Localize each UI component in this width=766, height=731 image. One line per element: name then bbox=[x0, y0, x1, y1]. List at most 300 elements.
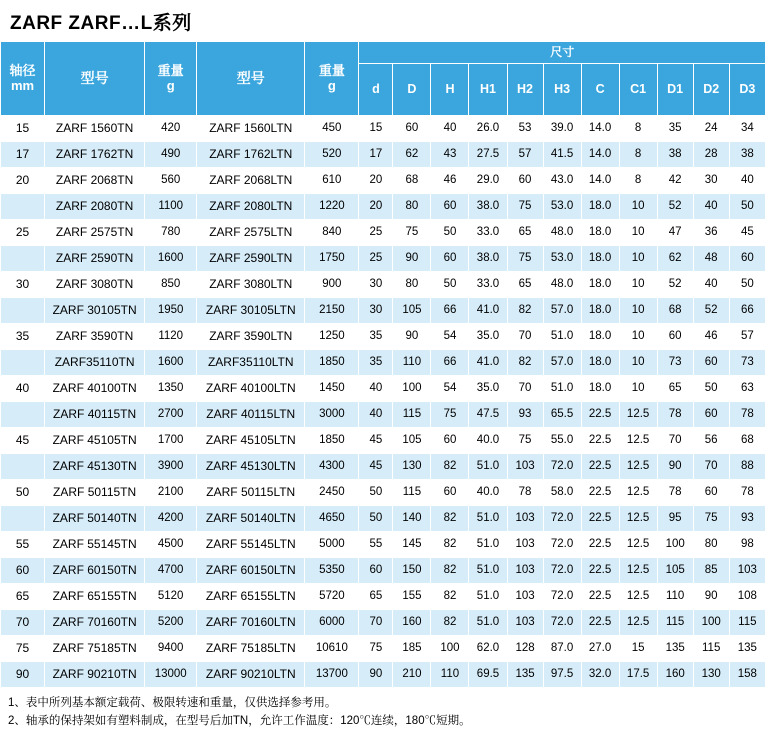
table-row bbox=[1, 506, 766, 532]
cell-dim-h3: 51.0 bbox=[543, 376, 581, 402]
cell-dim-d3: 135 bbox=[729, 636, 765, 662]
cell-weight-1: 1950 bbox=[145, 298, 197, 324]
table-row bbox=[1, 168, 766, 194]
cell-dim-h: 40 bbox=[431, 116, 469, 142]
cell-dim-h1: 26.0 bbox=[469, 116, 507, 142]
cell-dim-h1: 40.0 bbox=[469, 428, 507, 454]
cell-weight-2: 2450 bbox=[305, 480, 359, 506]
cell-weight-2: 1250 bbox=[305, 324, 359, 350]
cell-dim-h3: 65.5 bbox=[543, 402, 581, 428]
cell-dim-h2: 78 bbox=[507, 480, 543, 506]
header-weight-1-label: 重量 bbox=[157, 62, 184, 78]
cell-dim-c: 22.5 bbox=[581, 402, 619, 428]
cell-dim-d3: 78 bbox=[729, 480, 765, 506]
cell-model-2: ZARF 50115LTN bbox=[197, 480, 305, 506]
cell-dim-h2: 128 bbox=[507, 636, 543, 662]
table-row bbox=[1, 142, 766, 168]
cell-dim-h: 82 bbox=[431, 610, 469, 636]
cell-model-2: ZARF 2590LTN bbox=[197, 246, 305, 272]
cell-dim-c: 22.5 bbox=[581, 506, 619, 532]
cell-model-1: ZARF 50115TN bbox=[45, 480, 145, 506]
cell-dim-d: 30 bbox=[359, 272, 393, 298]
cell-dim-h: 66 bbox=[431, 298, 469, 324]
cell-weight-2: 5000 bbox=[305, 532, 359, 558]
cell-dim-d: 100 bbox=[393, 376, 431, 402]
cell-weight-1: 1600 bbox=[145, 246, 197, 272]
cell-dim-c1: 10 bbox=[619, 350, 657, 376]
header-weight-1 bbox=[145, 42, 197, 116]
cell-weight-2: 900 bbox=[305, 272, 359, 298]
cell-weight-2: 1450 bbox=[305, 376, 359, 402]
cell-shaft-diameter bbox=[1, 506, 45, 532]
cell-dim-d: 75 bbox=[393, 220, 431, 246]
cell-model-2: ZARF 30105LTN bbox=[197, 298, 305, 324]
cell-model-2: ZARF 60150LTN bbox=[197, 558, 305, 584]
cell-dim-d: 160 bbox=[393, 610, 431, 636]
table-row bbox=[1, 428, 766, 454]
cell-model-2: ZARF 70160LTN bbox=[197, 610, 305, 636]
cell-weight-1: 1700 bbox=[145, 428, 197, 454]
cell-model-1: ZARF 2590TN bbox=[45, 246, 145, 272]
cell-model-1: ZARF 65155TN bbox=[45, 584, 145, 610]
cell-weight-1: 420 bbox=[145, 116, 197, 142]
cell-dim-d: 155 bbox=[393, 584, 431, 610]
cell-dim-d: 50 bbox=[359, 480, 393, 506]
cell-dim-d: 115 bbox=[393, 402, 431, 428]
cell-shaft-diameter bbox=[1, 246, 45, 272]
cell-dim-h2: 135 bbox=[507, 662, 543, 688]
cell-weight-1: 5200 bbox=[145, 610, 197, 636]
cell-model-1: ZARF35110TN bbox=[45, 350, 145, 376]
cell-weight-2: 5720 bbox=[305, 584, 359, 610]
cell-model-2: ZARF 45105LTN bbox=[197, 428, 305, 454]
cell-dim-h3: 43.0 bbox=[543, 168, 581, 194]
cell-dim-d2: 60 bbox=[693, 350, 729, 376]
cell-dim-d1: 110 bbox=[657, 584, 693, 610]
cell-dim-h3: 39.0 bbox=[543, 116, 581, 142]
cell-model-2: ZARF 65155LTN bbox=[197, 584, 305, 610]
cell-dim-c: 22.5 bbox=[581, 584, 619, 610]
cell-dim-d: 150 bbox=[393, 558, 431, 584]
cell-weight-2: 1850 bbox=[305, 428, 359, 454]
cell-model-1: ZARF 3080TN bbox=[45, 272, 145, 298]
cell-dim-c1: 10 bbox=[619, 194, 657, 220]
cell-model-2: ZARF 2068LTN bbox=[197, 168, 305, 194]
cell-weight-2: 450 bbox=[305, 116, 359, 142]
cell-weight-2: 840 bbox=[305, 220, 359, 246]
cell-dim-h1: 27.5 bbox=[469, 142, 507, 168]
cell-dim-d: 60 bbox=[393, 116, 431, 142]
cell-dim-c1: 10 bbox=[619, 324, 657, 350]
cell-dim-c1: 12.5 bbox=[619, 584, 657, 610]
cell-dim-h3: 55.0 bbox=[543, 428, 581, 454]
cell-dim-c1: 8 bbox=[619, 116, 657, 142]
header-weight-2-label: 重量 bbox=[318, 62, 345, 78]
cell-dim-d3: 50 bbox=[729, 272, 765, 298]
cell-dim-d: 45 bbox=[359, 428, 393, 454]
cell-dim-h3: 72.0 bbox=[543, 558, 581, 584]
table-body bbox=[1, 116, 766, 688]
cell-model-1: ZARF 50140TN bbox=[45, 506, 145, 532]
cell-dim-h3: 58.0 bbox=[543, 480, 581, 506]
cell-dim-d: 60 bbox=[359, 558, 393, 584]
cell-dim-h2: 82 bbox=[507, 350, 543, 376]
header-model-1: 型号 bbox=[45, 42, 145, 116]
cell-dim-d2: 60 bbox=[693, 402, 729, 428]
cell-dim-c1: 8 bbox=[619, 168, 657, 194]
cell-dim-d3: 73 bbox=[729, 350, 765, 376]
cell-dim-h1: 35.0 bbox=[469, 324, 507, 350]
cell-dim-d: 68 bbox=[393, 168, 431, 194]
cell-model-1: ZARF 75185TN bbox=[45, 636, 145, 662]
cell-shaft-diameter: 15 bbox=[1, 116, 45, 142]
cell-dim-h3: 57.0 bbox=[543, 298, 581, 324]
cell-dim-h2: 75 bbox=[507, 428, 543, 454]
cell-dim-h1: 33.0 bbox=[469, 220, 507, 246]
cell-dim-h1: 33.0 bbox=[469, 272, 507, 298]
cell-model-2: ZARF 1560LTN bbox=[197, 116, 305, 142]
cell-model-2: ZARF 45130LTN bbox=[197, 454, 305, 480]
cell-dim-h2: 75 bbox=[507, 194, 543, 220]
cell-dim-h2: 70 bbox=[507, 376, 543, 402]
table-row bbox=[1, 584, 766, 610]
cell-dim-c: 22.5 bbox=[581, 428, 619, 454]
cell-dim-d2: 40 bbox=[693, 272, 729, 298]
cell-dim-c1: 12.5 bbox=[619, 506, 657, 532]
cell-model-1: ZARF 2575TN bbox=[45, 220, 145, 246]
notes-block bbox=[0, 688, 766, 731]
cell-model-1: ZARF 55145TN bbox=[45, 532, 145, 558]
cell-dim-d3: 50 bbox=[729, 194, 765, 220]
cell-dim-c1: 10 bbox=[619, 246, 657, 272]
cell-dim-d3: 78 bbox=[729, 402, 765, 428]
cell-dim-d1: 60 bbox=[657, 324, 693, 350]
cell-dim-h1: 62.0 bbox=[469, 636, 507, 662]
cell-shaft-diameter: 20 bbox=[1, 168, 45, 194]
cell-dim-d3: 34 bbox=[729, 116, 765, 142]
cell-dim-d3: 103 bbox=[729, 558, 765, 584]
cell-dim-c: 18.0 bbox=[581, 298, 619, 324]
cell-dim-d: 40 bbox=[359, 376, 393, 402]
cell-model-1: ZARF 70160TN bbox=[45, 610, 145, 636]
cell-dim-h: 75 bbox=[431, 402, 469, 428]
header-dim-h3: H3 bbox=[543, 64, 581, 116]
cell-weight-1: 1600 bbox=[145, 350, 197, 376]
cell-dim-d: 20 bbox=[359, 194, 393, 220]
cell-dim-h1: 41.0 bbox=[469, 350, 507, 376]
cell-dim-d: 65 bbox=[359, 584, 393, 610]
cell-dim-d1: 160 bbox=[657, 662, 693, 688]
cell-dim-d: 90 bbox=[393, 324, 431, 350]
cell-dim-h1: 51.0 bbox=[469, 532, 507, 558]
cell-dim-h: 54 bbox=[431, 324, 469, 350]
cell-model-1: ZARF 40100TN bbox=[45, 376, 145, 402]
cell-dim-d3: 115 bbox=[729, 610, 765, 636]
cell-dim-c1: 12.5 bbox=[619, 454, 657, 480]
cell-dim-d2: 90 bbox=[693, 584, 729, 610]
cell-model-2: ZARF 90210LTN bbox=[197, 662, 305, 688]
cell-dim-h3: 48.0 bbox=[543, 272, 581, 298]
header-dim-h2: H2 bbox=[507, 64, 543, 116]
cell-weight-1: 4200 bbox=[145, 506, 197, 532]
header-dim-c1: C1 bbox=[619, 64, 657, 116]
cell-dim-h3: 72.0 bbox=[543, 506, 581, 532]
cell-weight-1: 1100 bbox=[145, 194, 197, 220]
cell-model-2: ZARF 3080LTN bbox=[197, 272, 305, 298]
cell-weight-2: 5350 bbox=[305, 558, 359, 584]
cell-dim-d2: 52 bbox=[693, 298, 729, 324]
cell-dim-d2: 50 bbox=[693, 376, 729, 402]
cell-model-2: ZARF 50140LTN bbox=[197, 506, 305, 532]
cell-dim-c: 18.0 bbox=[581, 246, 619, 272]
cell-shaft-diameter: 25 bbox=[1, 220, 45, 246]
cell-dim-h2: 103 bbox=[507, 558, 543, 584]
cell-dim-d: 140 bbox=[393, 506, 431, 532]
cell-dim-h3: 72.0 bbox=[543, 454, 581, 480]
header-dim-d2: D2 bbox=[693, 64, 729, 116]
cell-dim-h1: 51.0 bbox=[469, 558, 507, 584]
header-weight-2 bbox=[305, 42, 359, 116]
cell-dim-d2: 70 bbox=[693, 454, 729, 480]
header-dim-h1: H1 bbox=[469, 64, 507, 116]
cell-model-2: ZARF 2575LTN bbox=[197, 220, 305, 246]
cell-model-1: ZARF 40115TN bbox=[45, 402, 145, 428]
cell-dim-c: 14.0 bbox=[581, 116, 619, 142]
header-model-2: 型号 bbox=[197, 42, 305, 116]
cell-dim-h3: 72.0 bbox=[543, 610, 581, 636]
cell-dim-d2: 115 bbox=[693, 636, 729, 662]
cell-dim-d1: 100 bbox=[657, 532, 693, 558]
cell-model-1: ZARF 45130TN bbox=[45, 454, 145, 480]
cell-dim-d2: 24 bbox=[693, 116, 729, 142]
cell-shaft-diameter: 50 bbox=[1, 480, 45, 506]
cell-dim-c: 18.0 bbox=[581, 220, 619, 246]
cell-dim-d3: 88 bbox=[729, 454, 765, 480]
cell-dim-h: 60 bbox=[431, 246, 469, 272]
cell-dim-d3: 38 bbox=[729, 142, 765, 168]
cell-shaft-diameter: 55 bbox=[1, 532, 45, 558]
cell-dim-h: 82 bbox=[431, 558, 469, 584]
cell-weight-1: 560 bbox=[145, 168, 197, 194]
cell-dim-d1: 95 bbox=[657, 506, 693, 532]
cell-dim-h1: 40.0 bbox=[469, 480, 507, 506]
cell-dim-d: 80 bbox=[393, 194, 431, 220]
bearing-spec-table bbox=[0, 41, 766, 688]
header-shaft-diameter-label: 轴径 bbox=[9, 62, 36, 78]
cell-dim-h1: 29.0 bbox=[469, 168, 507, 194]
cell-weight-1: 780 bbox=[145, 220, 197, 246]
cell-weight-2: 610 bbox=[305, 168, 359, 194]
cell-dim-h1: 51.0 bbox=[469, 610, 507, 636]
cell-dim-h1: 51.0 bbox=[469, 454, 507, 480]
cell-dim-c1: 8 bbox=[619, 142, 657, 168]
cell-dim-c: 18.0 bbox=[581, 272, 619, 298]
table-row bbox=[1, 402, 766, 428]
cell-dim-d2: 80 bbox=[693, 532, 729, 558]
cell-dim-c1: 17.5 bbox=[619, 662, 657, 688]
cell-dim-d: 90 bbox=[393, 246, 431, 272]
header-dim-d1: D1 bbox=[657, 64, 693, 116]
cell-model-1: ZARF 3590TN bbox=[45, 324, 145, 350]
cell-dim-h1: 51.0 bbox=[469, 584, 507, 610]
cell-dim-d1: 35 bbox=[657, 116, 693, 142]
cell-dim-c1: 10 bbox=[619, 220, 657, 246]
cell-dim-h2: 53 bbox=[507, 116, 543, 142]
cell-dim-d: 17 bbox=[359, 142, 393, 168]
cell-dim-d1: 38 bbox=[657, 142, 693, 168]
cell-dim-d: 55 bbox=[359, 532, 393, 558]
cell-dim-h: 50 bbox=[431, 220, 469, 246]
cell-dim-h3: 53.0 bbox=[543, 246, 581, 272]
cell-dim-d2: 56 bbox=[693, 428, 729, 454]
cell-dim-d: 62 bbox=[393, 142, 431, 168]
cell-dim-h: 50 bbox=[431, 272, 469, 298]
cell-dim-d: 40 bbox=[359, 402, 393, 428]
table-row bbox=[1, 558, 766, 584]
cell-dim-c1: 15 bbox=[619, 636, 657, 662]
cell-dim-d: 30 bbox=[359, 298, 393, 324]
cell-dim-c1: 12.5 bbox=[619, 402, 657, 428]
cell-dim-h2: 57 bbox=[507, 142, 543, 168]
cell-dim-c: 18.0 bbox=[581, 194, 619, 220]
cell-dim-d3: 68 bbox=[729, 428, 765, 454]
cell-dim-c1: 12.5 bbox=[619, 532, 657, 558]
header-row-group bbox=[1, 42, 766, 64]
cell-dim-d: 70 bbox=[359, 610, 393, 636]
cell-weight-1: 2100 bbox=[145, 480, 197, 506]
cell-model-2: ZARF 40115LTN bbox=[197, 402, 305, 428]
cell-shaft-diameter bbox=[1, 298, 45, 324]
cell-dim-d3: 98 bbox=[729, 532, 765, 558]
cell-dim-d2: 40 bbox=[693, 194, 729, 220]
cell-dim-c: 27.0 bbox=[581, 636, 619, 662]
header-weight-2-unit: g bbox=[327, 77, 336, 93]
cell-weight-1: 13000 bbox=[145, 662, 197, 688]
cell-dim-h2: 65 bbox=[507, 220, 543, 246]
cell-dim-d: 185 bbox=[393, 636, 431, 662]
cell-dim-c: 22.5 bbox=[581, 480, 619, 506]
cell-model-2: ZARF 1762LTN bbox=[197, 142, 305, 168]
header-dim-d: D bbox=[393, 64, 431, 116]
cell-shaft-diameter: 17 bbox=[1, 142, 45, 168]
cell-model-2: ZARF 75185LTN bbox=[197, 636, 305, 662]
cell-model-1: ZARF 90210TN bbox=[45, 662, 145, 688]
cell-dim-c: 22.5 bbox=[581, 454, 619, 480]
page-title: ZARF ZARF…L系列 bbox=[10, 13, 192, 34]
cell-dim-c: 22.5 bbox=[581, 610, 619, 636]
cell-dim-d: 145 bbox=[393, 532, 431, 558]
table-row bbox=[1, 116, 766, 142]
cell-dim-d3: 57 bbox=[729, 324, 765, 350]
cell-dim-c: 22.5 bbox=[581, 558, 619, 584]
cell-dim-c1: 10 bbox=[619, 376, 657, 402]
cell-dim-c: 32.0 bbox=[581, 662, 619, 688]
cell-dim-c1: 12.5 bbox=[619, 428, 657, 454]
cell-dim-d: 25 bbox=[359, 246, 393, 272]
cell-dim-d2: 75 bbox=[693, 506, 729, 532]
cell-shaft-diameter bbox=[1, 350, 45, 376]
cell-weight-2: 13700 bbox=[305, 662, 359, 688]
cell-dim-h: 100 bbox=[431, 636, 469, 662]
cell-weight-2: 3000 bbox=[305, 402, 359, 428]
cell-dim-h2: 103 bbox=[507, 584, 543, 610]
table-row bbox=[1, 324, 766, 350]
table-header bbox=[1, 42, 766, 116]
cell-dim-h2: 103 bbox=[507, 532, 543, 558]
cell-model-1: ZARF 2068TN bbox=[45, 168, 145, 194]
cell-dim-h: 66 bbox=[431, 350, 469, 376]
cell-dim-h: 46 bbox=[431, 168, 469, 194]
cell-dim-d1: 105 bbox=[657, 558, 693, 584]
cell-weight-1: 490 bbox=[145, 142, 197, 168]
cell-dim-d2: 36 bbox=[693, 220, 729, 246]
cell-dim-d1: 52 bbox=[657, 194, 693, 220]
cell-dim-d: 45 bbox=[359, 454, 393, 480]
cell-dim-h3: 48.0 bbox=[543, 220, 581, 246]
cell-model-2: ZARF 3590LTN bbox=[197, 324, 305, 350]
cell-dim-c: 18.0 bbox=[581, 324, 619, 350]
table-row bbox=[1, 480, 766, 506]
cell-shaft-diameter: 35 bbox=[1, 324, 45, 350]
cell-dim-h3: 72.0 bbox=[543, 532, 581, 558]
cell-dim-d2: 85 bbox=[693, 558, 729, 584]
cell-dim-h: 82 bbox=[431, 532, 469, 558]
cell-weight-2: 520 bbox=[305, 142, 359, 168]
cell-dim-d2: 46 bbox=[693, 324, 729, 350]
cell-dim-h3: 97.5 bbox=[543, 662, 581, 688]
table-row bbox=[1, 376, 766, 402]
header-dim-d: d bbox=[359, 64, 393, 116]
cell-weight-2: 1220 bbox=[305, 194, 359, 220]
cell-dim-c1: 12.5 bbox=[619, 480, 657, 506]
cell-weight-2: 6000 bbox=[305, 610, 359, 636]
cell-shaft-diameter: 65 bbox=[1, 584, 45, 610]
cell-weight-2: 4650 bbox=[305, 506, 359, 532]
cell-dim-d: 20 bbox=[359, 168, 393, 194]
cell-dim-h2: 103 bbox=[507, 506, 543, 532]
cell-dim-d: 80 bbox=[393, 272, 431, 298]
cell-dim-d2: 100 bbox=[693, 610, 729, 636]
cell-dim-d3: 66 bbox=[729, 298, 765, 324]
cell-shaft-diameter bbox=[1, 194, 45, 220]
cell-shaft-diameter: 90 bbox=[1, 662, 45, 688]
table-row bbox=[1, 350, 766, 376]
cell-dim-h: 60 bbox=[431, 194, 469, 220]
cell-dim-d3: 93 bbox=[729, 506, 765, 532]
cell-dim-h2: 103 bbox=[507, 610, 543, 636]
cell-shaft-diameter: 40 bbox=[1, 376, 45, 402]
cell-dim-h2: 103 bbox=[507, 454, 543, 480]
cell-dim-h: 60 bbox=[431, 428, 469, 454]
cell-dim-d: 105 bbox=[393, 298, 431, 324]
cell-dim-h1: 38.0 bbox=[469, 246, 507, 272]
cell-dim-h: 82 bbox=[431, 584, 469, 610]
table-row bbox=[1, 610, 766, 636]
cell-weight-2: 1850 bbox=[305, 350, 359, 376]
cell-dim-d1: 47 bbox=[657, 220, 693, 246]
header-weight-1-unit: g bbox=[166, 77, 175, 93]
table-row bbox=[1, 532, 766, 558]
cell-weight-1: 2700 bbox=[145, 402, 197, 428]
cell-dim-h: 82 bbox=[431, 506, 469, 532]
cell-dim-d2: 130 bbox=[693, 662, 729, 688]
cell-dim-d2: 30 bbox=[693, 168, 729, 194]
cell-weight-1: 1120 bbox=[145, 324, 197, 350]
cell-weight-2: 4300 bbox=[305, 454, 359, 480]
note-line: 1、表中所列基本额定载荷、极限转速和重量，仅供选择参考用。 bbox=[8, 697, 337, 709]
cell-dim-d: 110 bbox=[393, 350, 431, 376]
table-row bbox=[1, 636, 766, 662]
